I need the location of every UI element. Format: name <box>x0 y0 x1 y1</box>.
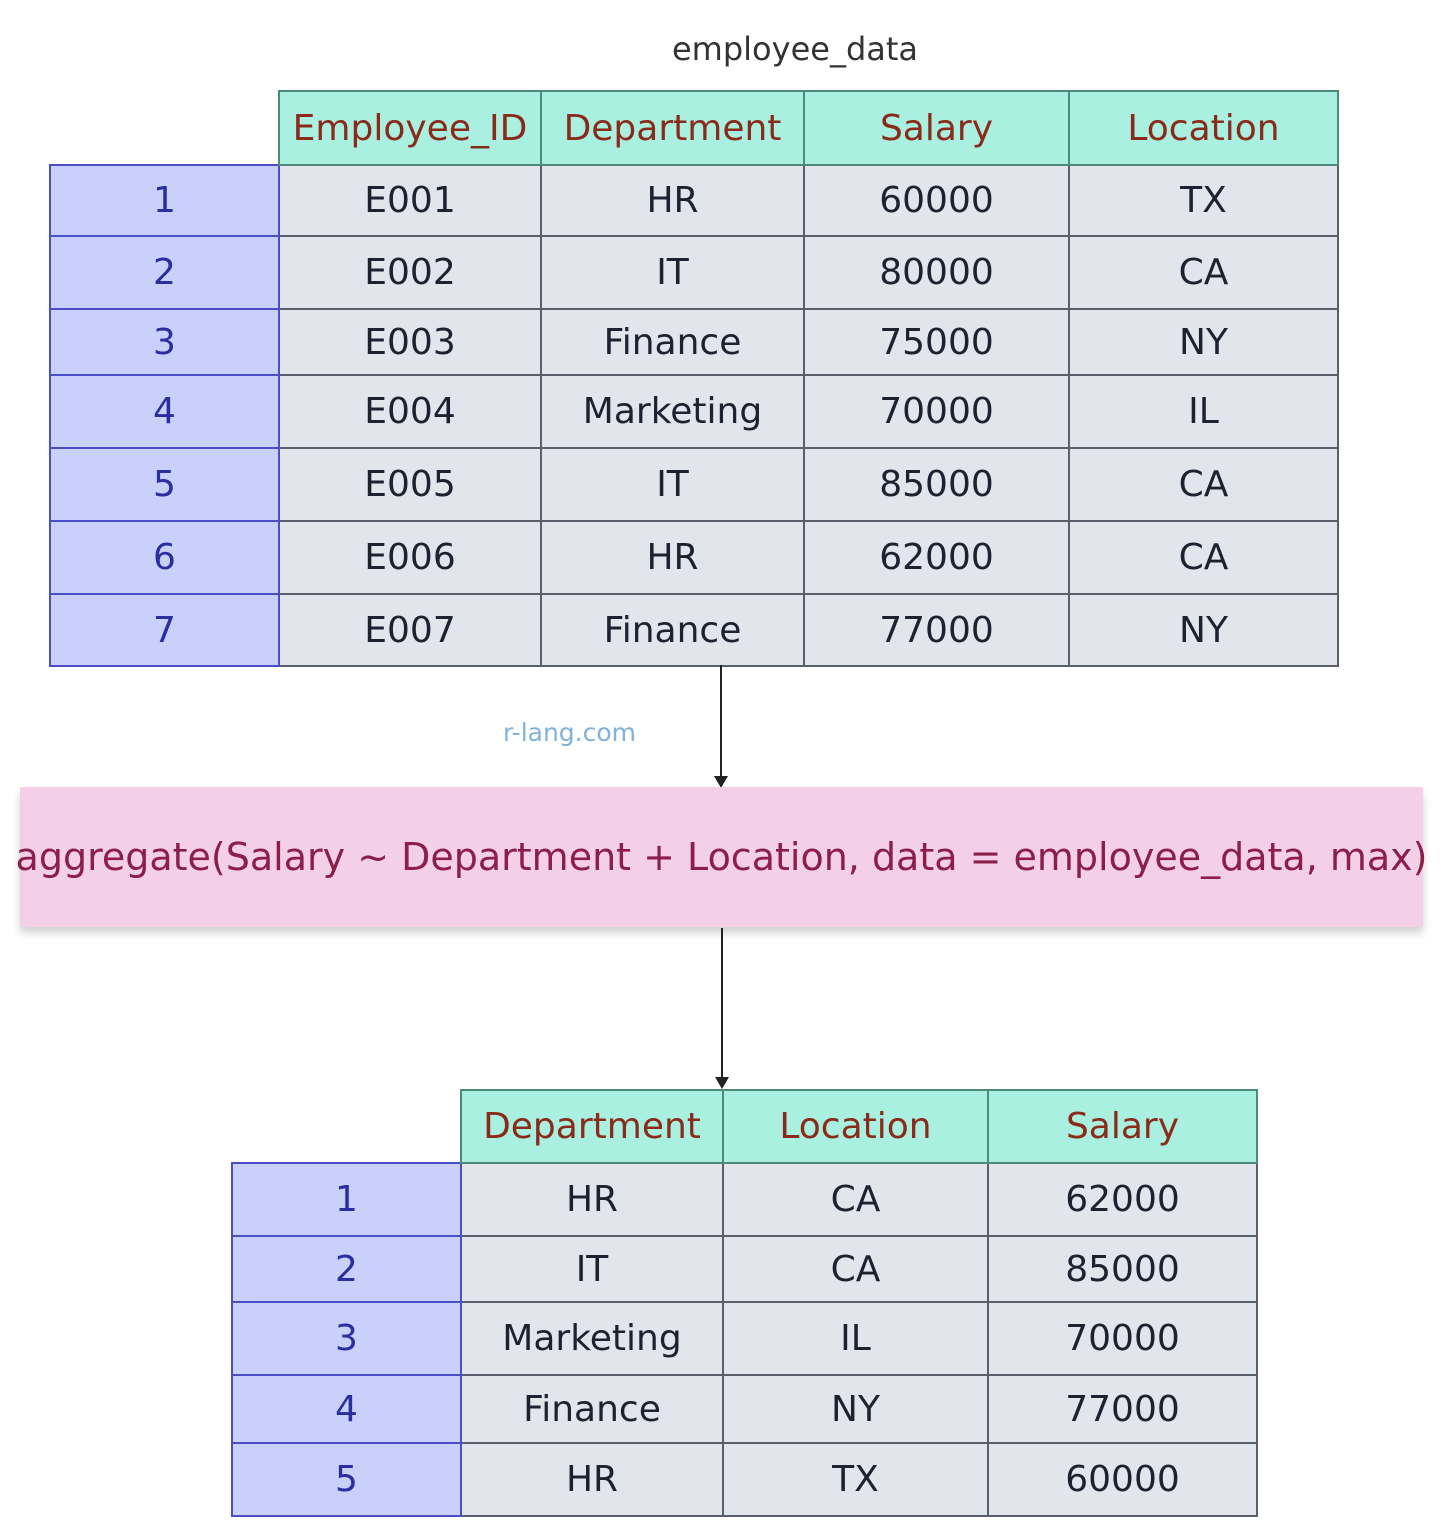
col-header-location: Location <box>723 1090 988 1163</box>
arrow-down-icon <box>715 1077 729 1089</box>
output-table <box>231 1089 1258 1517</box>
table-row <box>232 1443 1257 1516</box>
cell-employee-id: E001 <box>279 165 541 236</box>
cell-department: Finance <box>461 1375 723 1443</box>
cell-salary: 75000 <box>804 309 1069 375</box>
table-row <box>50 165 1338 236</box>
cell-department: IT <box>541 448 804 521</box>
cell-department: Marketing <box>541 375 804 448</box>
cell-location: CA <box>1069 236 1338 309</box>
row-index: 2 <box>50 236 279 309</box>
cell-salary: 85000 <box>804 448 1069 521</box>
row-index: 5 <box>50 448 279 521</box>
row-index: 2 <box>232 1236 461 1302</box>
cell-location: TX <box>1069 165 1338 236</box>
cell-salary: 70000 <box>804 375 1069 448</box>
col-header-employee-id: Employee_ID <box>279 91 541 165</box>
row-index: 5 <box>232 1443 461 1516</box>
cell-employee-id: E006 <box>279 521 541 594</box>
input-table <box>49 90 1339 667</box>
cell-location: CA <box>723 1163 988 1236</box>
cell-employee-id: E002 <box>279 236 541 309</box>
operation-code: aggregate(Salary ~ Department + Location, data = employee_data, max) <box>15 835 1428 879</box>
row-index: 6 <box>50 521 279 594</box>
cell-salary: 60000 <box>804 165 1069 236</box>
cell-employee-id: E005 <box>279 448 541 521</box>
input-header-row <box>50 91 1338 165</box>
table-row <box>50 521 1338 594</box>
cell-salary: 85000 <box>988 1236 1257 1302</box>
cell-department: HR <box>541 165 804 236</box>
row-index: 1 <box>50 165 279 236</box>
cell-location: IL <box>723 1302 988 1375</box>
cell-department: Marketing <box>461 1302 723 1375</box>
cell-salary: 62000 <box>804 521 1069 594</box>
row-index: 7 <box>50 594 279 666</box>
cell-employee-id: E003 <box>279 309 541 375</box>
table-row <box>50 309 1338 375</box>
table-row <box>232 1236 1257 1302</box>
col-header-salary: Salary <box>988 1090 1257 1163</box>
cell-location: CA <box>1069 448 1338 521</box>
output-header-row <box>232 1090 1257 1163</box>
cell-location: NY <box>1069 594 1338 666</box>
col-header-department: Department <box>541 91 804 165</box>
table-row <box>232 1163 1257 1236</box>
cell-department: IT <box>461 1236 723 1302</box>
col-header-department: Department <box>461 1090 723 1163</box>
cell-salary: 60000 <box>988 1443 1257 1516</box>
cell-department: HR <box>461 1443 723 1516</box>
table-row <box>50 594 1338 666</box>
row-index: 4 <box>50 375 279 448</box>
table-row <box>50 448 1338 521</box>
cell-department: Finance <box>541 309 804 375</box>
cell-salary: 77000 <box>988 1375 1257 1443</box>
row-index: 3 <box>50 309 279 375</box>
table-row <box>232 1302 1257 1375</box>
arrow-line-to-operation <box>720 665 722 777</box>
cell-department: IT <box>541 236 804 309</box>
arrow-line-to-output <box>721 928 723 1078</box>
table-row <box>50 236 1338 309</box>
row-index: 4 <box>232 1375 461 1443</box>
cell-salary: 77000 <box>804 594 1069 666</box>
cell-employee-id: E007 <box>279 594 541 666</box>
cell-department: HR <box>461 1163 723 1236</box>
cell-department: Finance <box>541 594 804 666</box>
cell-location: IL <box>1069 375 1338 448</box>
cell-location: CA <box>723 1236 988 1302</box>
col-header-salary: Salary <box>804 91 1069 165</box>
cell-department: HR <box>541 521 804 594</box>
col-header-location: Location <box>1069 91 1338 165</box>
cell-location: TX <box>723 1443 988 1516</box>
corner-cell <box>50 91 279 165</box>
input-table-title: employee_data <box>671 30 919 68</box>
table-row <box>50 375 1338 448</box>
cell-location: NY <box>723 1375 988 1443</box>
cell-salary: 62000 <box>988 1163 1257 1236</box>
table-row <box>232 1375 1257 1443</box>
cell-location: NY <box>1069 309 1338 375</box>
cell-salary: 80000 <box>804 236 1069 309</box>
cell-salary: 70000 <box>988 1302 1257 1375</box>
cell-employee-id: E004 <box>279 375 541 448</box>
row-index: 1 <box>232 1163 461 1236</box>
watermark: r-lang.com <box>503 718 637 747</box>
operation-box <box>15 787 1428 927</box>
row-index: 3 <box>232 1302 461 1375</box>
corner-cell <box>232 1090 461 1163</box>
cell-location: CA <box>1069 521 1338 594</box>
